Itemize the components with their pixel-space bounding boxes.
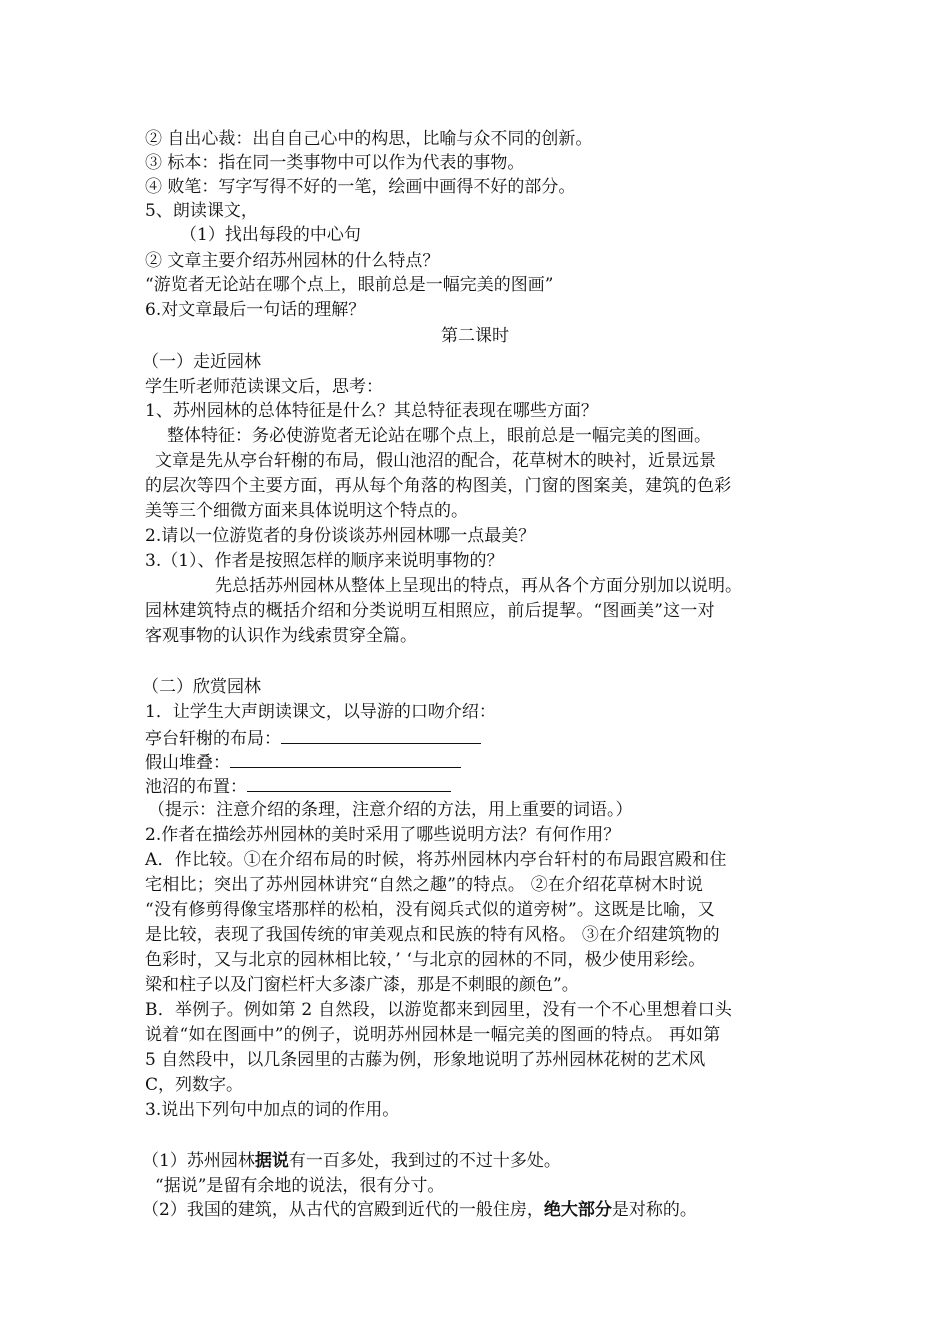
text-line: ② 文章主要介绍苏州园林的什么特点？	[145, 251, 440, 271]
text-line	[142, 1198, 697, 1222]
text-line: 2.请以一位游览者的身份谈谈苏州园林哪一点最美？	[145, 526, 536, 546]
text-line	[142, 1149, 561, 1173]
text-line: 6.对文章最后一句话的理解？	[145, 300, 366, 320]
text-line: 文章是先从亭台轩榭的布局，假山池沼的配合，花草树木的映衬，近景远景	[155, 451, 716, 471]
text-line: 宅相比；突出了苏州园林讲究“自然之趣”的特点。 ②在介绍花草树木时说	[145, 875, 704, 895]
text-line: 美等三个细微方面来具体说明这个特点的。	[145, 501, 468, 521]
text-run: （1）苏州园林	[142, 1151, 255, 1171]
text-line: 是比较，表现了我国传统的审美观点和民族的特有风格。 ③在介绍建筑物的	[145, 925, 720, 945]
text-line: A．作比较。①在介绍布局的时候，将苏州园林内亭台轩村的布局跟宫殿和住	[145, 850, 727, 870]
text-line: 的层次等四个主要方面，再从每个角落的构图美，门窗的图案美，建筑的色彩	[145, 476, 732, 496]
text-line: 学生听老师范读课文后，思考：	[145, 377, 383, 397]
text-line: 5 自然段中，以几条园里的古藤为例，形象地说明了苏州园林花树的艺术风	[145, 1050, 706, 1070]
emphasis-text: 绝大部分	[543, 1200, 612, 1220]
text-line: 1．让学生大声朗读课文，以导游的口吻介绍：	[145, 702, 496, 722]
text-line: 园林建筑特点的概括介绍和分类说明互相照应，前后提挈。“图画美”这一对	[145, 601, 715, 621]
text-line: B．举例子。例如第 2 自然段，以游览都来到园里，没有一个不心里想着口头	[145, 1000, 733, 1020]
fill-line	[145, 726, 481, 751]
text-line: 2.作者在描绘苏州园林的美时采用了哪些说明方法？有何作用？	[145, 825, 621, 845]
section-heading: 第二课时	[441, 326, 509, 346]
text-line: （二）欣赏园林	[142, 677, 261, 697]
text-run: （2）我国的建筑，从古代的宫殿到近代的一般住房，	[142, 1200, 544, 1220]
answer-blank[interactable]	[247, 774, 451, 792]
fill-label: 假山堆叠：	[145, 753, 230, 773]
text-line: （一）走近园林	[142, 352, 261, 372]
text-run: 有一百多处，我到过的不过十多处。	[288, 1151, 561, 1171]
answer-blank[interactable]	[281, 726, 481, 744]
answer-blank[interactable]	[230, 750, 461, 768]
fill-line	[145, 774, 451, 799]
text-line: 5、朗读课文，	[145, 201, 258, 221]
text-line: 整体特征：务必使游览者无论站在哪个点上，眼前总是一幅完美的图画。	[167, 426, 711, 446]
text-line: ③ 标本：指在同一类事物中可以作为代表的事物。	[145, 153, 525, 173]
text-line: “游览者无论站在哪个点上，眼前总是一幅完美的图画”	[145, 275, 554, 295]
text-run: 是对称的。	[611, 1200, 697, 1220]
text-line: ② 自出心裁：出自自己心中的构思，比喻与众不同的创新。	[145, 129, 593, 149]
emphasis-text: 据说	[254, 1151, 289, 1171]
text-line: 说着“如在图画中”的例子，说明苏州园林是一幅完美的图画的特点。 再如第	[145, 1025, 721, 1045]
fill-line	[145, 750, 461, 775]
text-line: “没有修剪得像宝塔那样的松柏，没有阅兵式似的道旁树”。这既是比喻，又	[145, 900, 715, 920]
text-line: ④ 败笔：写字写得不好的一笔，绘画中画得不好的部分。	[145, 177, 576, 197]
text-line: 3.说出下列句中加点的词的作用。	[145, 1100, 400, 1120]
fill-label: 池沼的布置：	[145, 777, 247, 797]
text-line: C，列数字。	[145, 1075, 244, 1095]
text-line: 客观事物的认识作为线索贯穿全篇。	[145, 626, 417, 646]
text-line: 梁和柱子以及门窗栏杆大多漆广漆，那是不刺眼的颜色”。	[145, 975, 579, 995]
text-line: 1、苏州园林的总体特征是什么？其总特征表现在哪些方面？	[145, 401, 598, 421]
text-line: （提示：注意介绍的条理，注意介绍的方法，用上重要的词语。）	[148, 800, 633, 820]
text-line: （1）找出每段的中心句	[180, 225, 361, 245]
text-line: 3.（1）、作者是按照怎样的顺序来说明事物的？	[145, 551, 504, 571]
text-line: “据说”是留有余地的说法，很有分寸。	[155, 1176, 445, 1196]
fill-label: 亭台轩榭的布局：	[145, 729, 281, 749]
text-line: 先总括苏州园林从整体上呈现出的特点，再从各个方面分别加以说明。	[215, 576, 742, 596]
text-line: 色彩时，又与北京的园林相比较，’ ‘与北京的园林的不同，极少使用彩绘。	[145, 950, 706, 970]
